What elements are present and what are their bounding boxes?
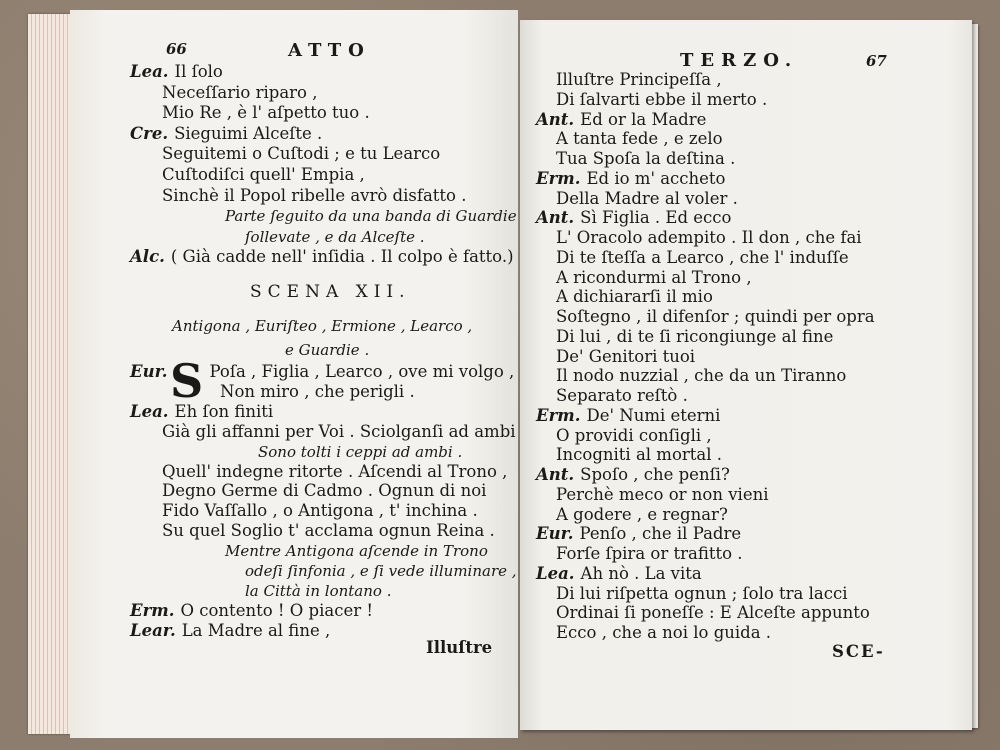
verse-line <box>536 406 720 426</box>
verse-line <box>162 422 516 442</box>
verse-line <box>556 544 743 564</box>
line-text: Ah nò . La vita <box>580 563 702 583</box>
line-text: Illuſtre Principeſſa , <box>556 70 722 89</box>
verse-line <box>536 564 702 584</box>
verse-line <box>556 386 688 406</box>
verse-line <box>130 402 273 422</box>
line-text: Non miro , che perigli . <box>220 381 415 401</box>
verse-line <box>556 228 862 248</box>
verse-line <box>556 445 722 465</box>
verse-line <box>556 603 870 623</box>
verse-line <box>130 62 223 82</box>
verse-line <box>556 307 875 327</box>
verse-line <box>556 327 833 347</box>
speaker-name: Cre. <box>130 123 169 143</box>
verse-line <box>556 485 769 505</box>
verse-line <box>536 208 731 228</box>
verse-line <box>556 149 735 169</box>
verse-line <box>162 103 370 123</box>
verse-line <box>556 366 846 386</box>
line-text: Ed io m' accheto <box>586 168 726 188</box>
speaker-name: Lea. <box>536 563 575 583</box>
line-text: Mentre Antigona aſcende in Trono <box>225 542 488 561</box>
line-text: Neceſſario riparo , <box>162 82 318 102</box>
line-text: Poſa , Figlia , Learco , ove mi volgo , <box>209 362 515 381</box>
line-text: Sinchè il Popol ribelle avrò disfatto . <box>162 185 467 205</box>
line-text: Il ſolo <box>174 62 223 81</box>
line-text: Quell' indegne ritorte . Aſcendi al Trono , <box>162 461 508 481</box>
verse-line <box>556 287 713 307</box>
line-text: Su quel Soglio t' acclama ognun Reina . <box>162 521 495 541</box>
right-page <box>520 20 972 730</box>
speaker-name: Eur. <box>536 524 574 544</box>
line-text: Perchè meco or non vieni <box>556 484 769 504</box>
stage-direction <box>258 442 462 462</box>
stage-direction <box>245 561 517 581</box>
line-text: Di ſalvarti ebbe il merto . <box>556 89 768 109</box>
running-head: TERZO. <box>680 50 799 71</box>
speaker-name: Erm. <box>130 600 175 620</box>
speaker-name: Erm. <box>536 405 581 425</box>
verse-line <box>162 83 317 103</box>
verse-line <box>556 189 738 209</box>
verse-line <box>536 524 741 544</box>
line-text: De' Genitori tuoi <box>556 346 696 366</box>
verse-line <box>556 70 722 90</box>
speaker-name: Ant. <box>536 465 575 484</box>
line-text: A tanta fede , e zelo <box>556 129 723 149</box>
line-text: Ecco , che a noi lo guida . <box>556 623 772 642</box>
verse-line <box>130 601 373 621</box>
line-text: Penſo , che il Padre <box>579 524 742 544</box>
running-head: ATTO <box>288 40 371 61</box>
verse-line <box>536 465 730 485</box>
line-text: ( Già cadde nell' inſidia . Il colpo è fatto.) <box>170 247 514 267</box>
line-text: Incogniti al mortal . <box>556 445 722 465</box>
speaker-name: Ant. <box>536 208 575 228</box>
line-text: la Città in lontano . <box>245 581 392 600</box>
line-text: ſollevate , e da Alceſte . <box>245 227 425 246</box>
stage-direction <box>225 541 488 561</box>
verse-line <box>162 521 495 541</box>
line-text: Di lui riſpetta ognun ; ſolo tra lacci <box>556 583 848 603</box>
verse-line <box>536 110 706 130</box>
verse-line <box>162 186 467 206</box>
line-text: O contento ! O piacer ! <box>180 600 373 620</box>
line-text: Separato reſtò . <box>556 386 688 405</box>
stage-direction <box>245 227 425 247</box>
line-text: Il nodo nuzzial , che da un Tiranno <box>556 366 847 386</box>
stage-direction <box>245 581 391 601</box>
line-text: Soſtegno , il difenſor ; quindi per opra <box>556 307 875 326</box>
speaker-name: Lea. <box>130 401 169 421</box>
page-number: 66 <box>166 40 187 58</box>
speaker-name: Ant. <box>536 109 575 129</box>
line-text: Degno Germe di Cadmo . Ognun di noi <box>162 481 487 501</box>
speaker-name: Eur. <box>130 362 168 381</box>
line-text: A dichiararſi il mio <box>556 287 713 307</box>
verse-line <box>556 505 728 525</box>
verse-line <box>162 501 478 521</box>
left-page <box>70 10 518 738</box>
verse-line <box>556 248 849 268</box>
line-text: Sieguimi Alceſte . <box>174 123 323 143</box>
line-text: Sono tolti i ceppi ad ambi . <box>258 442 463 461</box>
scene-title: SCENA XII. <box>250 282 411 302</box>
line-text: Cuſtodiſci quell' Empia , <box>162 165 365 184</box>
speaker-name: Erm. <box>536 168 581 188</box>
line-text: Mio Re , è l' aſpetto tuo . <box>162 103 370 123</box>
verse-line <box>556 623 771 643</box>
line-text: Già gli affanni per Voi . Sciolganſi ad ambi <box>162 421 516 441</box>
verse-line <box>162 144 440 164</box>
verse-line <box>130 247 514 267</box>
line-text: De' Numi eterni <box>586 405 721 425</box>
line-text: Spoſo , che penſi? <box>580 465 730 484</box>
line-text: Ordinai ſi poneſſe : E Alceſte appunto <box>556 603 870 623</box>
line-text: Sì Figlia . Ed ecco <box>580 208 732 228</box>
catchword: SCE- <box>832 642 885 661</box>
speaker-name: Alc. <box>130 247 165 267</box>
verse-line <box>556 268 752 288</box>
line-text: Fido Vaſſallo , o Antigona , t' inchina . <box>162 501 478 521</box>
line-text: L' Oracolo adempito . Il don , che fai <box>556 228 862 247</box>
line-text: Seguitemi o Cuſtodi ; e tu Learco <box>162 144 441 164</box>
line-text: Tua Spoſa la deſtina . <box>556 149 736 168</box>
verse-line <box>556 129 723 149</box>
page-number: 67 <box>866 52 887 70</box>
speaker-name: Lea. <box>130 62 169 81</box>
line-text: Forſe ſpira or trafitto . <box>556 544 743 563</box>
line-text: O providi conſigli , <box>556 425 712 445</box>
speaker-name: Lear. <box>130 620 176 640</box>
verse-line <box>130 124 322 144</box>
verse-line <box>556 584 848 604</box>
cast-list: e Guardie . <box>285 341 370 359</box>
stage-direction <box>225 206 517 226</box>
verse-line <box>162 462 507 482</box>
cast-list: Antigona , Euriſteo , Ermione , Learco , <box>172 317 473 335</box>
line-text: Della Madre al voler . <box>556 188 738 208</box>
line-text: A godere , e regnar? <box>556 504 728 524</box>
line-text: Di lui , di te ſi ricongiunge al fine <box>556 326 834 346</box>
line-text: La Madre al fine , <box>181 620 331 640</box>
line-text: A ricondurmi al Trono , <box>556 267 752 287</box>
verse-line <box>556 90 767 110</box>
line-text: Eh ſon finiti <box>174 401 274 421</box>
line-text: Ed or la Madre <box>580 109 707 129</box>
verse-line <box>130 621 330 641</box>
drop-cap: S <box>170 354 204 408</box>
verse-line <box>220 382 415 402</box>
line-text: odeſi ſinfonia , e ſi vede illuminare , <box>245 562 517 580</box>
verse-line <box>536 169 726 189</box>
catchword: Illuſtre <box>426 638 493 657</box>
line-text: Di te ſteſſa a Learco , che l' induſſe <box>556 247 849 267</box>
line-text: Parte ſeguito da una banda di Guardie <box>225 207 517 226</box>
verse-line <box>556 347 695 367</box>
verse-line <box>162 481 486 501</box>
verse-line <box>162 165 365 185</box>
verse-line <box>556 426 712 446</box>
